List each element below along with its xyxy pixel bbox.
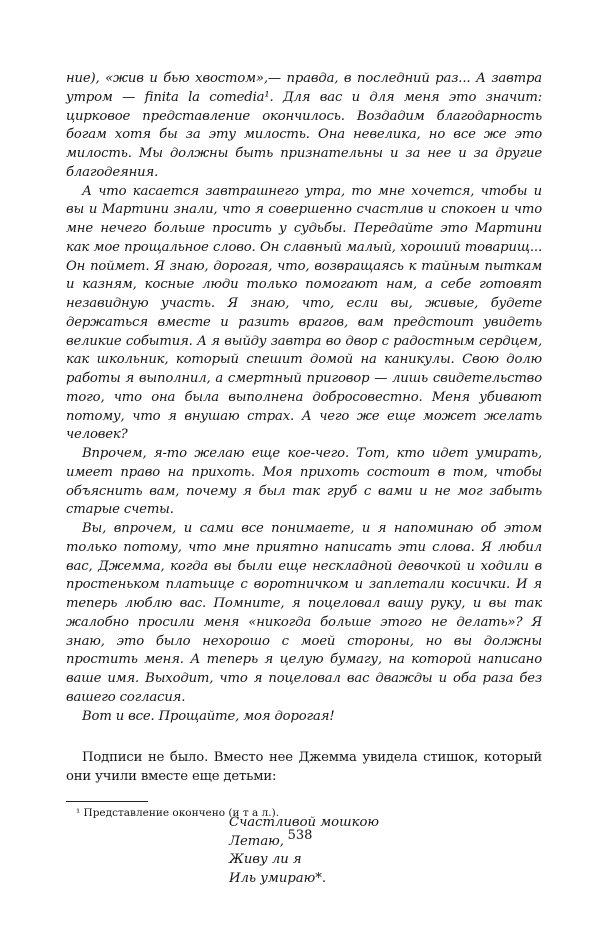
page-body [66, 70, 542, 889]
letter-paragraph: Впрочем, я-то желаю еще кое-чего. Тот, кто идет умирать, имеет право на прихоть. Моя прихоть состоит в том, чтобы объяснить вам, почему я был так груб с вами и не мог забыть старые счеты. [66, 446, 542, 518]
letter-text [66, 70, 542, 726]
letter-paragraph: ние), «жив и бью хвостом»,— правда, в последний раз... А завтра утром — finita la comedia¹. Для вас и для меня это значит: цирковое представление окончилось. Воздадим благодарность богам хотя бы за эту милость. Она невелика, но все же это милость. Мы должны быть признательны и за нее и за другие благодеяния. [66, 71, 542, 180]
letter-paragraph: Вы, впрочем, и сами все понимаете, и я напоминаю об этом только потому, что мне приятно написать эти слова. Я любил вас, Джемма, когда вы были еще нескладной девочкой и ходили в простеньком платьице с воротничком и заплетали косички. И я теперь люблю вас. Помните, я поцеловал вашу руку, и вы так жалобно просили меня «никогда больше этого не делать»? Я знаю, это было нехорошо с моей стороны, но вы должны простить меня. А теперь я целую бумагу, на которой написано ваше имя. Выходит, что я поцеловал вас дважды и оба раза без вашего согласия. [66, 521, 542, 705]
letter-closing: Вот и все. Прощайте, моя дорогая! [82, 708, 335, 724]
narration-paragraph: Подписи не было. Вместо нее Джемма увидела стишок, который они учили вместе еще детьми: [66, 750, 542, 784]
verse-line: Живу ли я [229, 852, 302, 868]
footnote-rule [66, 801, 148, 802]
footnote: ¹ Представление окончено (и т а л.). [76, 807, 280, 819]
verse-line: Иль умираю*. [229, 871, 327, 886]
verse-line: Счастливой мошкою [229, 814, 380, 830]
page-number: 538 [287, 828, 313, 843]
letter-paragraph: А что касается завтрашнего утра, то мне хочется, чтобы и вы и Мартини знали, что я совершенно счастлив и спокоен и что мне нечего больше просить у судьбы. Передайте это Мартини как мое прощальное слово. Он славный малый, хороший товарищ... Он поймет. Я знаю, дорогая, что, возвращаясь к тайным пыткам и казням, косные люди только помогают нам, а себе готовят незавидную участь. Я знаю, что, если вы, живые, будете держаться вместе и разить врагов, вам предстоит увидеть великие события. А я выйду завтра во двор с радостным сердцем, как школьник, который спешит домой на каникулы. Свою долю работы я выполнил, а смертный приговор — лишь свидетельство того, что она была выполнена добросовестно. Меня убивают потому, что я внушаю страх. А чего же еще может желать человек? [66, 183, 542, 443]
verse-line: Летаю, [229, 833, 284, 849]
verse-block [229, 814, 542, 889]
